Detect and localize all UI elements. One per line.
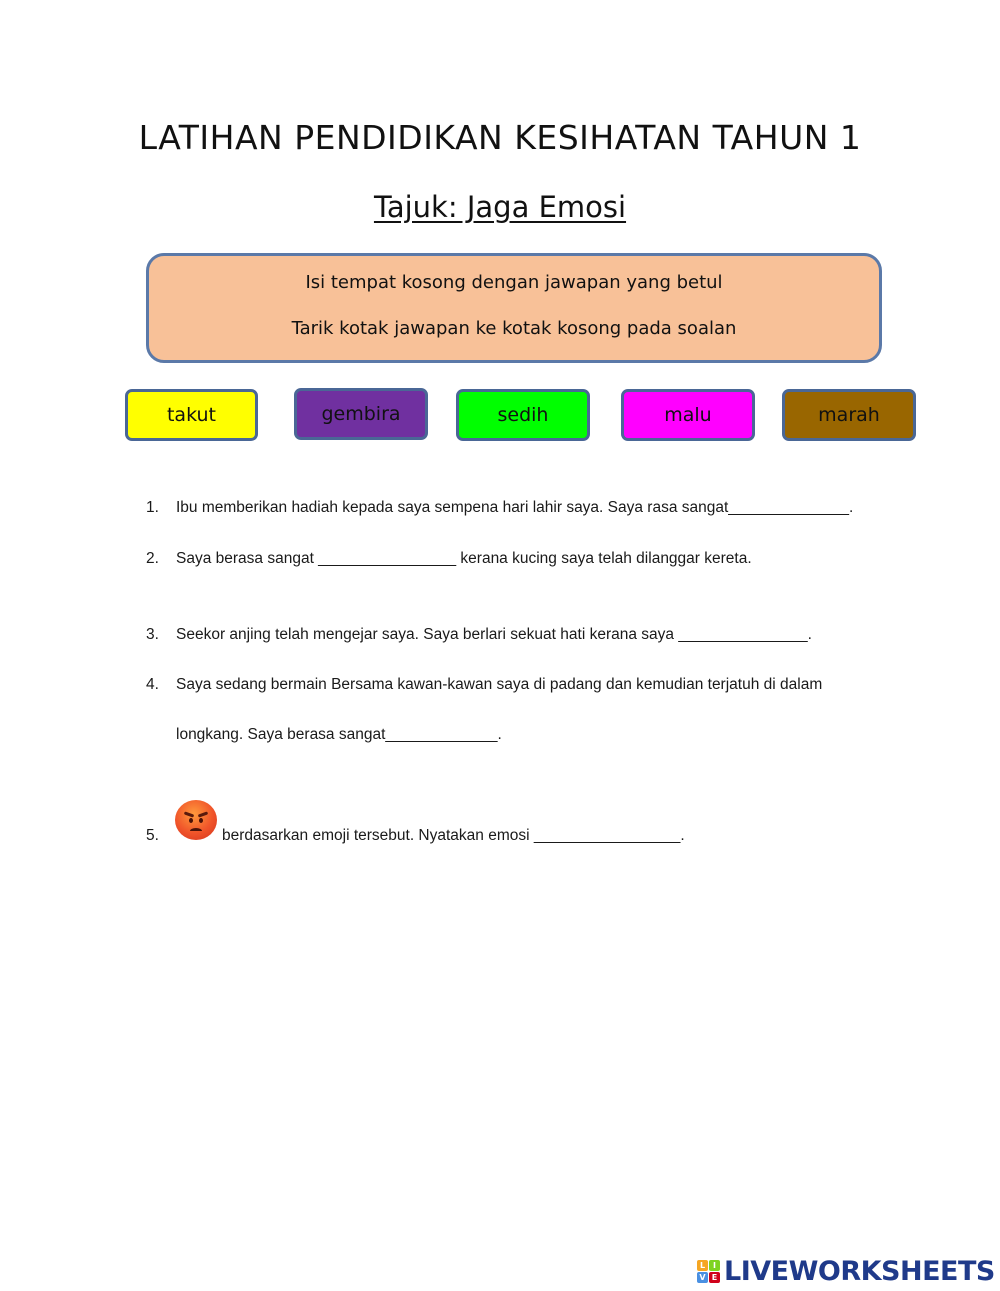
answer-tile-label: gembira	[321, 403, 401, 425]
question-text: Seekor anjing telah mengejar saya. Saya berlari sekuat hati kerana saya _______________.	[176, 626, 812, 643]
answer-tile-label: sedih	[497, 404, 549, 426]
question-number: 5.	[146, 827, 159, 844]
question-1	[146, 499, 853, 517]
answer-tile-label: marah	[818, 404, 880, 426]
logo-text: LIVEWORKSHEETS	[724, 1255, 995, 1287]
answer-tile-takut[interactable]	[125, 389, 258, 441]
instruction-line-1: Isi tempat kosong dengan jawapan yang betul	[305, 272, 723, 293]
question-number: 4.	[146, 676, 159, 693]
angry-face-icon	[175, 800, 217, 840]
liveworksheets-logo	[697, 1256, 995, 1286]
question-number: 3.	[146, 626, 159, 643]
instruction-line-2: Tarik kotak jawapan ke kotak kosong pada soalan	[291, 318, 737, 339]
page-subtitle: Tajuk: Jaga Emosi	[373, 190, 627, 224]
question-4	[146, 676, 822, 694]
answer-tile-label: malu	[664, 404, 712, 426]
question-4-continued: longkang. Saya berasa sangat_____________.	[176, 726, 502, 743]
logo-mark-icon: L I V E	[697, 1260, 720, 1283]
answer-tile-sedih[interactable]	[456, 389, 590, 441]
answer-tile-label: takut	[166, 404, 216, 426]
question-number: 2.	[146, 550, 159, 567]
instruction-box	[146, 253, 882, 363]
answer-tile-gembira[interactable]	[294, 388, 428, 440]
question-number: 1.	[146, 499, 159, 516]
question-2	[146, 550, 752, 568]
answer-bank	[0, 389, 1000, 445]
answer-tile-malu[interactable]	[621, 389, 755, 441]
question-text: Saya sedang bermain Bersama kawan-kawan saya di padang dan kemudian terjatuh di dalam	[176, 676, 823, 693]
page-title: LATIHAN PENDIDIKAN KESIHATAN TAHUN 1	[138, 118, 862, 157]
question-text: Ibu memberikan hadiah kepada saya sempena hari lahir saya. Saya rasa sangat______________.	[176, 499, 854, 516]
question-3	[146, 626, 812, 644]
question-5	[146, 827, 176, 845]
question-text: Saya berasa sangat ________________ kerana kucing saya telah dilanggar kereta.	[176, 550, 752, 567]
question-5-text: berdasarkan emoji tersebut. Nyatakan emosi _________________.	[222, 827, 685, 844]
answer-tile-marah[interactable]	[782, 389, 916, 441]
